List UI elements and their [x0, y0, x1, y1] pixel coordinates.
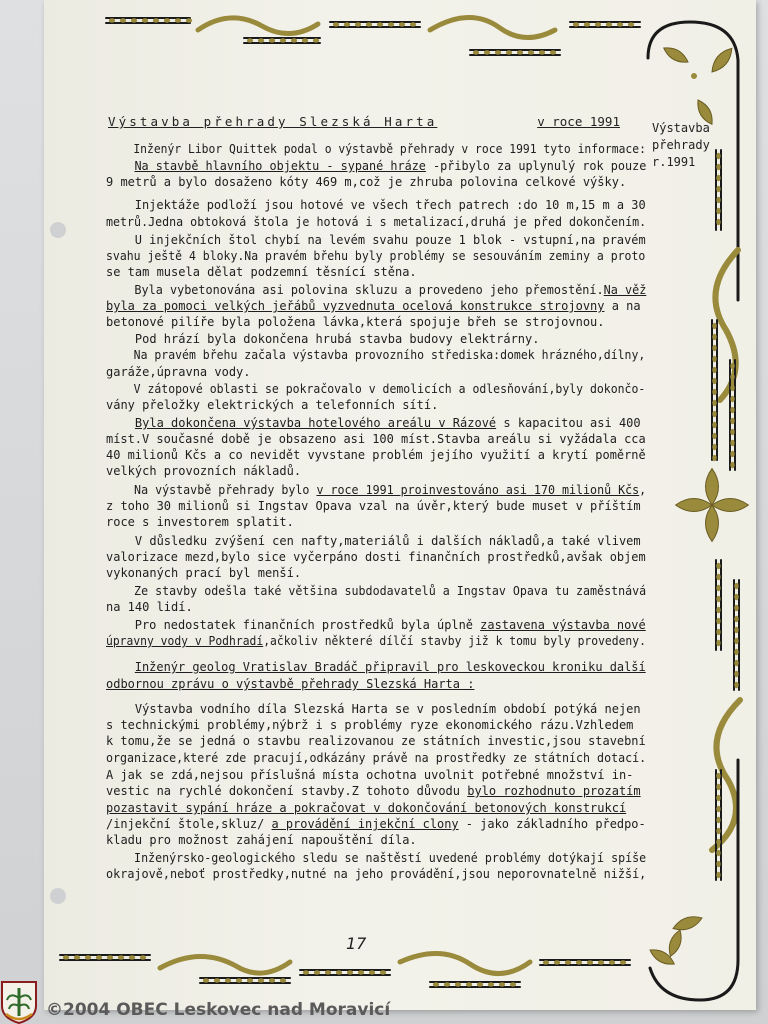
body-line [106, 214, 646, 230]
underlined-text: odbornou zprávu o výstavbě přehrady Slezská Harta : [106, 677, 475, 691]
border-dot [388, 22, 394, 26]
border-dot [712, 323, 716, 329]
border-dot [355, 22, 361, 26]
border-dot [344, 22, 350, 26]
text-segment: Inženýrsko-geologického sledu se naštěstí uvedené problémy dotýkají spíše [106, 851, 647, 865]
border-dot [488, 982, 494, 986]
text-segment: k tomu,že se jedná o stavbu realizovanou ze státních investic,jsou stavební [106, 734, 646, 748]
border-dot [85, 955, 91, 959]
underlined-text: pozastavit sypání hráze a pokračovat v dokončování betonových konstrukcí [106, 801, 627, 815]
border-dot [716, 574, 720, 580]
text-segment: velkých provozních nákladů. [106, 464, 302, 478]
border-dot [225, 978, 231, 982]
border-dot [325, 970, 331, 974]
text-segment: V důsledku zvýšení cen nafty,materiálů i dalších nákladů,a také vlivem [106, 534, 641, 548]
text-segment: 9 metrů a bylo dosaženo kóty 469 m,což je zhruba polovina celkové výšky. [106, 175, 627, 189]
underlined-text: úpravny vody v Podhradí [106, 634, 264, 648]
border-swirl [400, 953, 530, 973]
body-line [106, 314, 605, 330]
text-segment: Inženýr Libor Quittek podal o výstavbě přehrady v roce 1991 tyto informace: [106, 142, 646, 156]
body-line [106, 248, 645, 264]
border-dot [107, 955, 113, 959]
body-line [106, 415, 641, 431]
body-line [106, 482, 646, 498]
border-dot [543, 960, 549, 964]
text-segment: organizace,které zde pracují,odkázány právě na prostředky ze státních dotací. [106, 751, 647, 765]
border-dot [314, 970, 320, 974]
border-dot [377, 22, 383, 26]
body-line [106, 633, 646, 649]
text-segment: vestic na rychlé dokončení stavby.Z tohoto důvodu [106, 784, 468, 798]
border-dot [269, 978, 275, 982]
body-line [106, 364, 251, 380]
body-line [106, 381, 645, 397]
leaf-ornament-icon [676, 499, 712, 512]
border-dot [734, 627, 738, 633]
body-line [106, 298, 641, 314]
border-dot [716, 839, 720, 845]
border-dot [550, 50, 556, 54]
border-dot [716, 197, 720, 203]
border-dot [734, 616, 738, 622]
border-dot [96, 955, 102, 959]
body-line [106, 174, 626, 190]
body-line [106, 599, 193, 615]
border-dot [473, 50, 479, 54]
text-segment: Byla vybetonována asi polovina skluzu a provedeno jeho přemostění. [106, 283, 604, 297]
body-line [106, 347, 645, 363]
body-line [106, 866, 646, 882]
body-line [106, 197, 646, 213]
border-dot [716, 828, 720, 834]
underlined-text: bylo rozhodnuto prozatím [467, 784, 641, 798]
border-dot [164, 18, 170, 22]
text-segment: Injektáže podloží jsou hotové ve všech třech patrech :do 10 m,15 m a 30 [106, 198, 646, 212]
body-line [106, 783, 641, 799]
body-line [106, 617, 646, 633]
text-segment: roce s investorem splatit. [106, 515, 294, 529]
text-segment: s kapacitou asi 400 [496, 416, 641, 430]
text-segment: Ze stavby odešla také většina subdodavatelů a Ingstav Opava tu zaměstnává [106, 584, 647, 598]
border-swirl [198, 18, 318, 34]
border-dot [716, 585, 720, 591]
border-dot [291, 38, 297, 42]
border-dot [510, 982, 516, 986]
border-dot [691, 73, 697, 79]
border-dot [595, 22, 601, 26]
underlined-text: v roce 1991 proinvestováno asi 170 milionů Kčs [316, 483, 640, 497]
border-dot [120, 18, 126, 22]
border-swirl [160, 956, 290, 973]
text-segment: vány přeložky elektrických a telefonních sítí. [106, 398, 439, 412]
text-segment: Pro nedostatek finančních prostředků byla úplně [106, 618, 481, 632]
underlined-text: Na stavbě hlavního objektu - sypané hráze [134, 159, 426, 173]
border-dot [380, 970, 386, 974]
border-dot [539, 50, 545, 54]
text-segment: metrů.Jedna obtoková štola je hotová i s metalizací,druhá je před dokončením. [106, 215, 647, 229]
border-dot [358, 970, 364, 974]
page-number: 17 [346, 934, 367, 953]
title-year: v roce 1991 [537, 114, 620, 129]
border-dot [716, 806, 720, 812]
border-dot [333, 22, 339, 26]
border-dot [109, 18, 115, 22]
border-dot [712, 334, 716, 340]
border-dot [484, 50, 490, 54]
underlined-text: byla za pomoci velkých jeřábů vyzvednuta ocelová konstrukce strojovny [106, 299, 605, 313]
text-segment: /injekční štole,skluz/ [106, 817, 272, 831]
border-dot [587, 960, 593, 964]
border-dot [730, 396, 734, 402]
margin-note-line: přehrady [652, 138, 710, 152]
body-line [106, 717, 633, 733]
border-dot [716, 850, 720, 856]
border-dot [573, 22, 579, 26]
text-segment: 40 milionů Kčs a co nevidět vyvstane problém jejího využití a krytí poměrně [106, 448, 646, 462]
margin-note [652, 120, 722, 171]
border-dot [399, 22, 405, 26]
border-dot [730, 363, 734, 369]
border-dot [716, 186, 720, 192]
border-dot [712, 455, 716, 461]
body-line [106, 800, 626, 816]
border-dot [528, 50, 534, 54]
border-dot [734, 671, 738, 677]
body-line [106, 463, 301, 479]
body-line [106, 676, 474, 692]
border-dot [716, 618, 720, 624]
border-dot [609, 960, 615, 964]
text-segment: , [639, 483, 647, 497]
text-segment: svahu ještě 4 bloky.Na pravém břehu byly problémy se sesouváním zeminy a proto [106, 249, 646, 263]
underlined-text: a provádění injekční clony [271, 817, 459, 831]
border-dot [716, 872, 720, 878]
border-dot [517, 50, 523, 54]
text-segment: Pod hrází byla dokončena hrubá stavba budovy elektrárny. [106, 332, 540, 346]
margin-note-line: r.1991 [652, 155, 696, 169]
text-segment: míst.V současné době je obsazeno asi 100 míst.Stavba areálu si vyžádala cca [106, 432, 646, 446]
border-dot [336, 970, 342, 974]
border-dot [730, 407, 734, 413]
border-dot [716, 175, 720, 181]
border-dot [598, 960, 604, 964]
body-line [106, 533, 641, 549]
border-dot [730, 440, 734, 446]
body-line [106, 141, 646, 157]
border-dot [584, 22, 590, 26]
text-segment: Na výstavbě přehrady bylo [106, 483, 317, 497]
body-line [106, 733, 646, 749]
border-dot [366, 22, 372, 26]
border-dot [716, 640, 720, 646]
underlined-text: Inženýr geolog Vratislav Bradáč připravil pro leskoveckou kroniku další [134, 660, 646, 674]
border-dot [247, 38, 253, 42]
border-dot [433, 982, 439, 986]
text-segment [106, 159, 134, 173]
border-dot [269, 38, 275, 42]
text-segment: ,ačkoliv některé dílčí stavby již k tomu byly provedeny. [263, 634, 646, 648]
border-dot [712, 345, 716, 351]
border-dot [410, 22, 416, 26]
border-dot [730, 418, 734, 424]
border-dot [131, 18, 137, 22]
border-dot [258, 978, 264, 982]
corner-curl [650, 760, 738, 1000]
underlined-text: zastavena výstavba nové [480, 618, 646, 632]
text-segment: garáže,úpravna vody. [106, 365, 251, 379]
text-segment: se tam musela dělat podzemní těsnící stěna. [106, 265, 417, 279]
border-dot [712, 422, 716, 428]
body-line [106, 832, 417, 848]
border-dot [730, 451, 734, 457]
border-dot [716, 596, 720, 602]
leaf-ornament-icon [712, 499, 748, 512]
border-dot [712, 389, 716, 395]
border-dot [214, 978, 220, 982]
document-title [108, 114, 620, 129]
leaf-ornament-icon [706, 469, 719, 505]
body-line [106, 498, 641, 514]
text-segment: A jak se zdá,nejsou příslušná místa ochotna uvolnit potřebné množství in- [106, 768, 634, 782]
village-coat-of-arms-icon [0, 978, 38, 1024]
border-dot [712, 411, 716, 417]
border-dot [554, 960, 560, 964]
border-dot [712, 378, 716, 384]
body-line [106, 583, 646, 599]
copyright-text: ©2004 OBEC Leskovec nad Moravicí [46, 1000, 391, 1020]
border-dot [129, 955, 135, 959]
border-dot [734, 594, 738, 600]
body-line [106, 158, 646, 174]
border-dot [716, 219, 720, 225]
border-dot [186, 18, 192, 22]
border-dot [313, 38, 319, 42]
border-dot [712, 367, 716, 373]
text-segment: s technickými problémy,nýbrž i s problémy ryze ekonomického rázu.Vzhledem [106, 718, 634, 732]
body-line [106, 447, 646, 463]
border-dot [280, 978, 286, 982]
border-dot [118, 955, 124, 959]
border-dot [730, 374, 734, 380]
body-line [106, 431, 646, 447]
text-segment: Na pravém břehu začala výstavba provozního střediska:domek hrázného,dílny, [106, 348, 646, 362]
border-dot [142, 18, 148, 22]
margin-note-line: Výstavba [652, 121, 710, 135]
border-dot [716, 629, 720, 635]
border-dot [247, 978, 253, 982]
text-segment: okrajově,neboť prostředky,nutné na jeho provádění,jsou neporovnatelně nižší, [106, 867, 647, 881]
border-dot [716, 861, 720, 867]
leaf-ornament-icon [706, 505, 719, 541]
body-line [106, 232, 646, 248]
text-segment: -přibylo za uplynulý rok pouze [425, 159, 647, 173]
body-line [106, 565, 301, 581]
border-dot [716, 773, 720, 779]
border-dot [712, 433, 716, 439]
border-dot [302, 38, 308, 42]
leaf-ornament-icon [666, 928, 685, 958]
text-segment: kladu pro možnost zahájení napouštění díla. [106, 833, 417, 847]
border-dot [617, 22, 623, 26]
border-dot [734, 605, 738, 611]
text-segment: z toho 30 milionů si Ingstav Opava vzal na úvěr,který bude muset v příštím [106, 499, 641, 513]
body-line [106, 659, 646, 675]
text-segment: a na [604, 299, 641, 313]
border-dot [369, 970, 375, 974]
border-dot [712, 444, 716, 450]
leaf-ornament-icon [661, 44, 690, 67]
border-dot [716, 817, 720, 823]
text-segment [106, 416, 135, 430]
border-swirl [430, 17, 555, 37]
border-dot [506, 50, 512, 54]
title-text: Výstavba přehrady Slezská Harta [108, 114, 438, 129]
border-dot [712, 356, 716, 362]
border-dot [280, 38, 286, 42]
text-segment: U injekčních štol chybí na levém svahu pouze 1 blok - vstupní,na pravém [106, 233, 646, 247]
border-dot [576, 960, 582, 964]
body-line [106, 701, 641, 717]
body-line [106, 397, 438, 413]
text-segment: vykonaných prací byl menší. [106, 566, 302, 580]
border-dot [734, 583, 738, 589]
border-dot [734, 660, 738, 666]
border-dot [606, 22, 612, 26]
text-segment: valorizace mezd,bylo sice vyčerpáno dosti finančních prostředků,avšak objem [106, 550, 646, 564]
border-dot [477, 982, 483, 986]
border-dot [347, 970, 353, 974]
border-dot [444, 982, 450, 986]
body-line [106, 767, 633, 783]
border-dot [303, 970, 309, 974]
border-dot [716, 795, 720, 801]
border-dot [730, 429, 734, 435]
border-dot [466, 982, 472, 986]
border-dot [620, 960, 626, 964]
text-segment: betonové pilíře byla položena lávka,která spojuje břeh se strojovnou. [106, 315, 605, 329]
border-dot [716, 563, 720, 569]
body-line [106, 816, 646, 832]
border-dot [628, 22, 634, 26]
border-dot [74, 955, 80, 959]
border-dot [730, 462, 734, 468]
text-segment [106, 660, 135, 674]
border-dot [499, 982, 505, 986]
leaf-ornament-icon [708, 45, 736, 76]
border-dot [734, 638, 738, 644]
text-segment: - jako základního předpo- [458, 817, 646, 831]
border-dot [495, 50, 501, 54]
body-line [106, 514, 294, 530]
border-dot [716, 208, 720, 214]
border-dot [565, 960, 571, 964]
border-dot [734, 682, 738, 688]
border-dot [258, 38, 264, 42]
border-dot [175, 18, 181, 22]
body-line [106, 549, 646, 565]
body-line [106, 750, 646, 766]
border-dot [730, 385, 734, 391]
body-line [106, 282, 646, 298]
underlined-text: Na věž [603, 283, 647, 297]
text-segment: na 140 lidí. [106, 600, 193, 614]
leaf-ornament-icon [671, 913, 704, 934]
underlined-text: Byla dokončena výstavba hotelového areálu v Rázové [134, 416, 497, 430]
border-dot [712, 400, 716, 406]
border-dot [153, 18, 159, 22]
body-line [106, 850, 646, 866]
border-dot [140, 955, 146, 959]
border-dot [455, 982, 461, 986]
border-dot [716, 607, 720, 613]
text-segment: Výstavba vodního díla Slezská Harta se v posledním období potýká nejen [106, 702, 641, 716]
body-line [106, 264, 417, 280]
border-dot [63, 955, 69, 959]
text-segment: V zátopové oblasti se pokračovalo v demolicích a odlesňování,byly dokončo- [106, 382, 646, 396]
border-dot [734, 649, 738, 655]
border-dot [236, 978, 242, 982]
border-dot [716, 784, 720, 790]
body-line [106, 331, 539, 347]
border-dot [203, 978, 209, 982]
